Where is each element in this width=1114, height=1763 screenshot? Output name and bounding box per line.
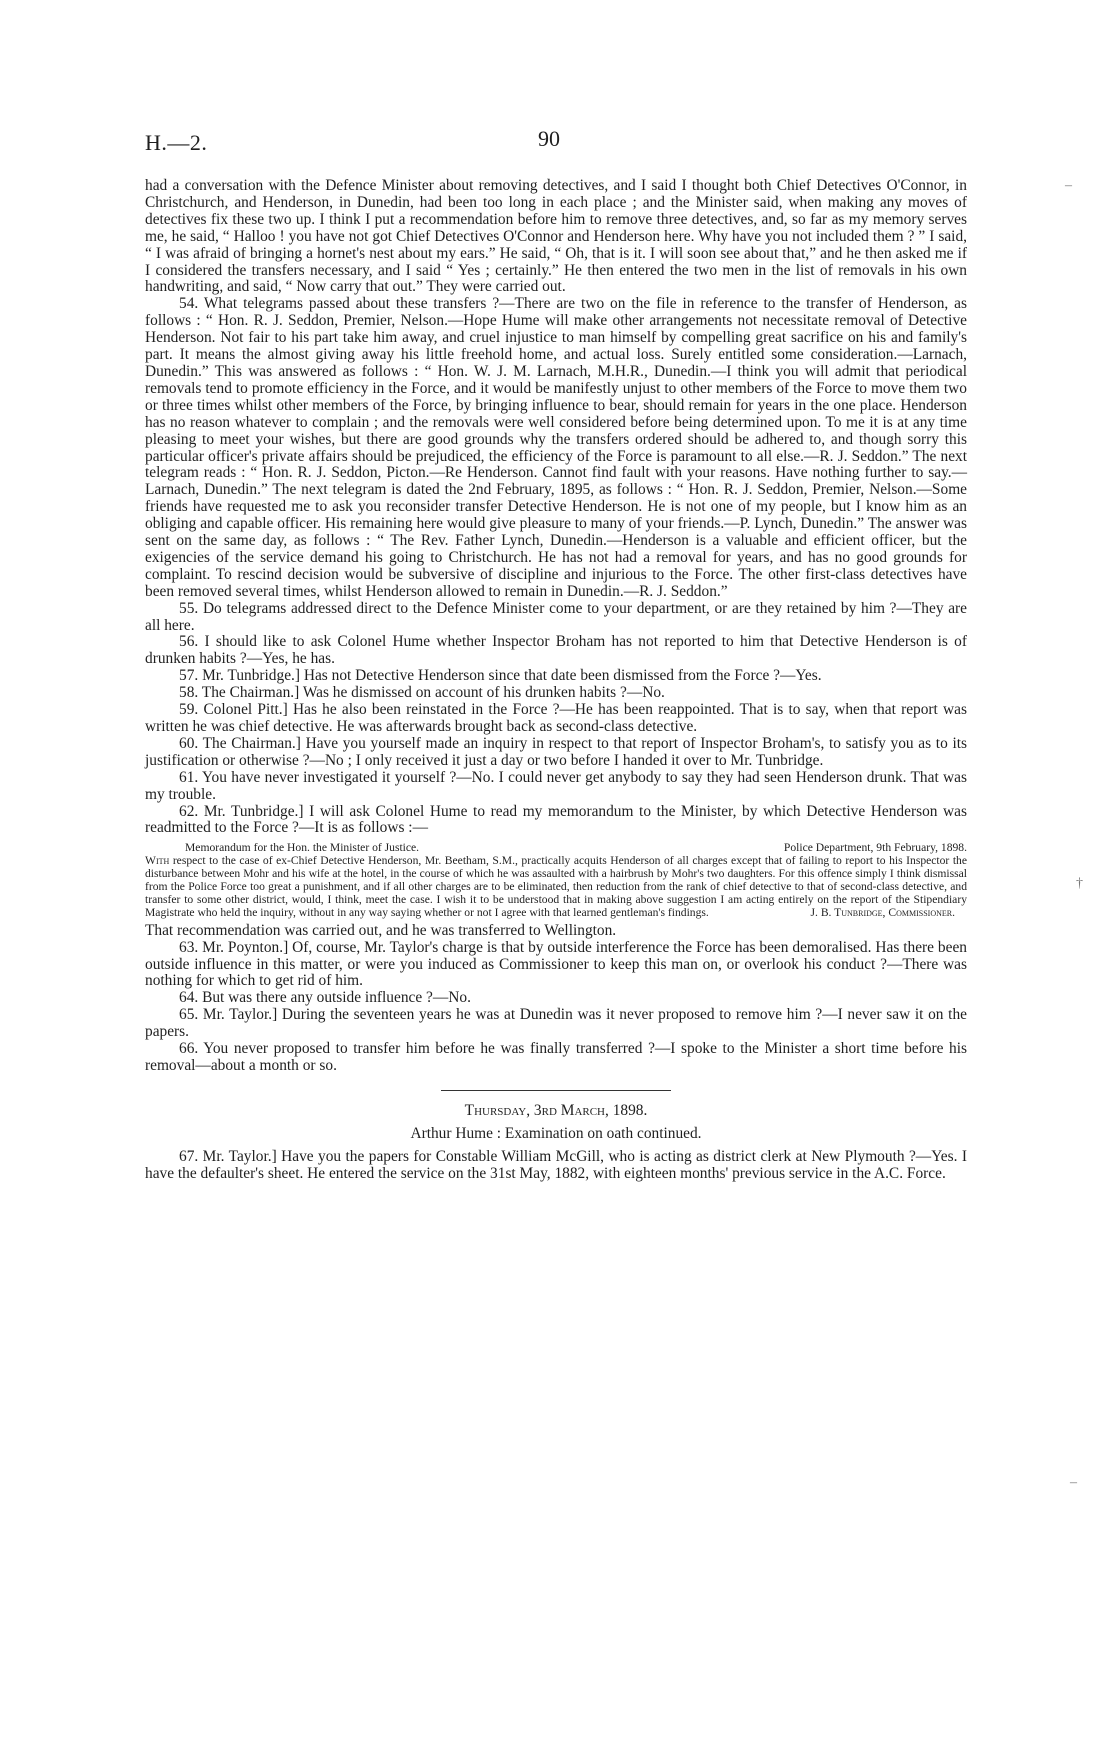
witness-heading: Arthur Hume : Examination on oath continued. — [410, 1124, 702, 1142]
paragraph-q57: 57. Mr. Tunbridge.] Has not Detective Henderson since that date been dismissed from the Force ?—Yes. — [179, 667, 822, 685]
paragraph-q64: 64. But was there any outside influence ?—No. — [179, 989, 471, 1007]
margin-mark: – — [1070, 1475, 1077, 1490]
memorandum-origin-date: Police Department, 9th February, 1898. — [783, 841, 967, 855]
paragraph-q60: 60. The Chairman.] Have you yourself made an inquiry in respect to that report of Inspector Broham's, to satisfy you as to its justification or otherwise ?—No ; I only received it just a day or two before I handed it over to Mr. Tunbridge. — [145, 734, 967, 769]
paragraph-continuation: had a conversation with the Defence Minister about removing detectives, and I said I thought both Chief Detectives O'Connor, in Christchurch, and Henderson, in Dunedin, had been too long in each place ; and the Minister said, when making any moves of detectives fix these two up. I think I put a recommendation before him to remove three detectives, and, so far as my memory serves me, he said, “ Halloo ! you have not got Chief Detectives O'Connor and Henderson here. Why have you not included them ? ” I said, “ I was afraid of bringing a hornet's nest about my ears.” He said, “ Oh, that is it. I will soon see about that,” and he then asked me if I considered the transfers necessary, and I said “ Yes ; certainly.” He then entered the two men in the list of removals in his own handwriting, and said, “ Now carry that out.” They were carried out. — [145, 177, 967, 296]
paragraph-q54: 54. What telegrams passed about these transfers ?—There are two on the file in reference to the transfer of Henderson, as follows : “ Hon. R. J. Seddon, Premier, Nelson.—Hope Hume will make other arrangements not necessitate removal of Detective Henderson. Not fair to his part take him away, and cruel injustice to man himself by compelling great sacrifice on his and family's part. It means the almost giving away his little freehold home, and actual loss. Surely entitled some consideration.—Larnach, Dunedin.” This was answered as follows : “ Hon. W. J. M. Larnach, M.H.R., Dunedin.—I think you will admit that periodical removals tend to promote efficiency in the Force, and it would be manifestly unjust to other members of the Force to move them two or three times whilst other members of the Force, by bringing influence to bear, should remain for years in the one place. Henderson has no reason whatever to complain ; and the removals were well considered before being determined upon. To me it is at any time pleasing to meet your wishes, but there are good grounds why the transfers ordered should be adhered to, and though sorry this particular officer's private affairs should be prejudiced, the efficiency of the Force is paramount to all else.—R. J. Seddon.” The next telegram reads : “ Hon. R. J. Seddon, Picton.—Re Henderson. Cannot find fault with your reasons. Have nothing further to say.—Larnach, Dunedin.” The next telegram is dated the 2nd February, 1895, as follows : “ Hon. R. J. Seddon, Premier, Nelson.—Some friends have requested me to ask you reconsider transfer Detective Henderson. He is not one of my people, but I know him as an obliging and capable officer. His remaining here would give pleasure to many of your friends.—P. Lynch, Dunedin.” The answer was sent on the same day, as follows : “ The Rev. Father Lynch, Dunedin.—Henderson is a valuable and efficient officer, but the exigencies of the service demand his going to Christchurch. He has not had a removal for years, and has no good grounds for complaint. To rescind decision would be subversive of discipline and injurious to the Force. The other first-class detectives have been removed several times, whilst Henderson allowed to remain in Dunedin.—R. J. Seddon.” — [145, 295, 967, 600]
margin-mark: † — [1076, 876, 1083, 891]
section-divider — [441, 1090, 671, 1091]
document-reference: H.—2. — [145, 130, 208, 155]
page-number: 90 — [538, 126, 560, 151]
paragraph-q66: 66. You never proposed to transfer him before he was finally transferred ?—I spoke to the Minister a short time before his removal—about a month or so. — [145, 1040, 967, 1074]
memorandum — [145, 842, 967, 919]
session-date: Thursday, 3rd March, 1898. — [464, 1101, 648, 1119]
page-body — [145, 178, 967, 1182]
paragraph-q56: 56. I should like to ask Colonel Hume whether Inspector Broham has not reported to him that Detective Henderson is of drunken habits ?—Yes, he has. — [145, 633, 967, 668]
memorandum-text: respect to the case of ex-Chief Detective Henderson, Mr. Beetham, S.M., practically acquits Henderson of all charges except that of failing to report to his Inspector the disturbance between Mohr and his wife at the hotel, in the course of which he was assaulted with a hairbrush by Mohr's two daughters. For this offence simply I think dismissal from the Police Force too great a punishment, and if all other charges are to be eliminated, then reduction from the rank of chief detective to that of second-class detective, and transfer to some other district, would, I think, meet the case. I wish it to be understood that in making above suggestion I am acting entirely on the report of the Stipendiary Magistrate who held the inquiry, without in any way saying whether or not I agree with that learned gentleman's findings. — [145, 854, 967, 919]
paragraph-q62: 62. Mr. Tunbridge.] I will ask Colonel Hume to read my memorandum to the Minister, by which Detective Henderson was readmitted to the Force ?—It is as follows :— — [145, 802, 967, 837]
paragraph-q65: 65. Mr. Taylor.] During the seventeen years he was at Dunedin was it never proposed to remove him ?—I never saw it on the papers. — [145, 1006, 967, 1041]
memorandum-lead-word: With — [145, 854, 170, 868]
paragraph-q58: 58. The Chairman.] Was he dismissed on account of his drunken habits ?—No. — [179, 684, 665, 702]
paragraph-q61: 61. You have never investigated it yourself ?—No. I could never get anybody to say they had seen Henderson drunk. That was my trouble. — [145, 768, 967, 803]
paragraph-recommendation: That recommendation was carried out, and he was transferred to Wellington. — [145, 921, 617, 939]
margin-mark: – — [1065, 178, 1072, 193]
memorandum-signature: J. B. Tunbridge, Commissioner. — [810, 905, 955, 919]
paragraph-q67: 67. Mr. Taylor.] Have you the papers for Constable William McGill, who is acting as district clerk at New Plymouth ?—Yes. I have the defaulter's sheet. He entered the service on the 31st May, 1882, with eighteen months' previous service in the A.C. Force. — [145, 1147, 967, 1182]
memorandum-addressee: Memorandum for the Hon. the Minister of Justice. — [185, 841, 420, 855]
paragraph-q63: 63. Mr. Poynton.] Of, course, Mr. Taylor's charge is that by outside interference the Force has been demoralised. Has there been outside influence in this matter, or were you induced as Commissioner to keep this man on, or overlook his conduct ?—There was nothing for which to get rid of him. — [145, 938, 967, 990]
paragraph-q55: 55. Do telegrams addressed direct to the Defence Minister come to your department, or are they retained by him ?—They are all here. — [145, 599, 967, 634]
paragraph-q59: 59. Colonel Pitt.] Has he also been reinstated in the Force ?—He has been reappointed. That is to say, when that report was written he was chief detective. He was afterwards brought back as second-class detective. — [145, 701, 967, 735]
